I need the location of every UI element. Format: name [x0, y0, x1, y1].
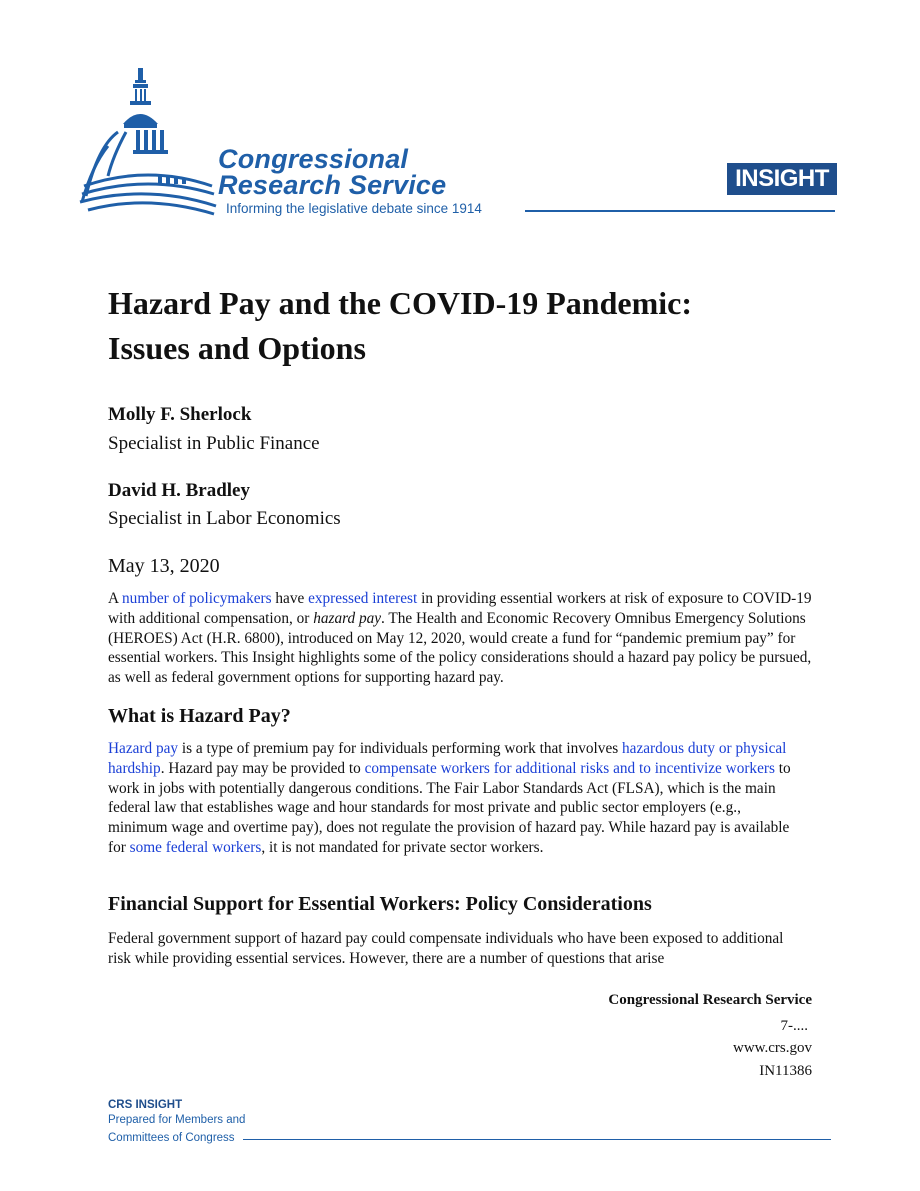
page-title [108, 281, 808, 371]
title-line2: Issues and Options [108, 330, 366, 366]
org-name-line1: Congressional [218, 144, 409, 174]
author-title: Specialist in Labor Economics [108, 508, 341, 529]
intro-paragraph [108, 589, 820, 688]
publication-date: May 13, 2020 [108, 555, 220, 577]
footer-line1: Prepared for Members and [108, 1114, 246, 1126]
section-paragraph [108, 739, 798, 858]
author-title: Specialist in Public Finance [108, 433, 320, 454]
report-id: IN11386 [759, 1063, 812, 1079]
author-name: David H. Bradley [108, 480, 250, 501]
link-compensate-workers[interactable]: compensate workers for additional risks and to incentivize workers [364, 759, 775, 777]
section-paragraph: Federal government support of hazard pay could compensate individuals who have been exposed to additional risk while providing essential services. However, there are a number of questions that arise [108, 930, 784, 967]
footer-rule [243, 1139, 831, 1140]
report-number: 7-.... [780, 1018, 808, 1034]
link-expressed-interest[interactable]: expressed interest [308, 590, 418, 607]
text: , it is not mandated for private sector workers. [261, 838, 544, 856]
footer-label: CRS INSIGHT [108, 1099, 183, 1111]
footer-website: www.crs.gov [732, 1040, 812, 1056]
org-name-line2: Research Service [218, 170, 447, 200]
link-hazard-pay[interactable]: Hazard pay [108, 740, 179, 757]
text: is a type of premium pay for individuals performing work that involves [178, 740, 623, 757]
emphasis-hazard-pay: hazard pay [313, 609, 382, 627]
text: in providing essential workers at risk of exposure to COVID-19 with additional compensation, or [108, 590, 812, 627]
title-line1: Hazard Pay and the COVID-19 Pandemic: [108, 285, 692, 321]
link-hazardous-duty[interactable]: hazardous duty or physical hardship [108, 740, 787, 777]
header-rule [525, 210, 835, 212]
author-name: Molly F. Sherlock [108, 404, 252, 425]
section-heading: What is Hazard Pay? [108, 705, 291, 727]
section-heading: Financial Support for Essential Workers: Policy Considerations [108, 893, 652, 915]
text: . Hazard pay may be provided to [160, 759, 365, 777]
link-some-federal-workers[interactable]: some federal workers [129, 838, 262, 856]
text: have [271, 590, 309, 607]
link-number-of-policymakers[interactable]: number of policymakers [122, 590, 272, 607]
text: A [108, 590, 123, 607]
org-tagline: Informing the legislative debate since 1914 [226, 201, 482, 216]
capitol-dome-icon [78, 66, 218, 216]
insight-badge: INSIGHT [727, 163, 837, 195]
footer-org: Congressional Research Service [608, 992, 812, 1008]
footer-line2: Committees of Congress [108, 1132, 235, 1144]
text: to work in jobs with potentially dangerous conditions. The Fair Labor Standards Act (FLSA), which is the main federal law that establishes wage and hour standards for most private and public sector employers (e.g., minimum wage and overtime pay), does not regulate the provision of hazard pay. While hazard pay is available for [108, 759, 791, 856]
text: . The Health and Economic Recovery Omnibus Emergency Solutions (HEROES) Act (H.R. 6800), introduced on May 12, 2020, would create a fund for “pandemic premium pay” for essential workers. This Insight highlights some of the policy considerations should a hazard pay policy be pursued, as well as federal government options for supporting hazard pay. [108, 609, 812, 687]
